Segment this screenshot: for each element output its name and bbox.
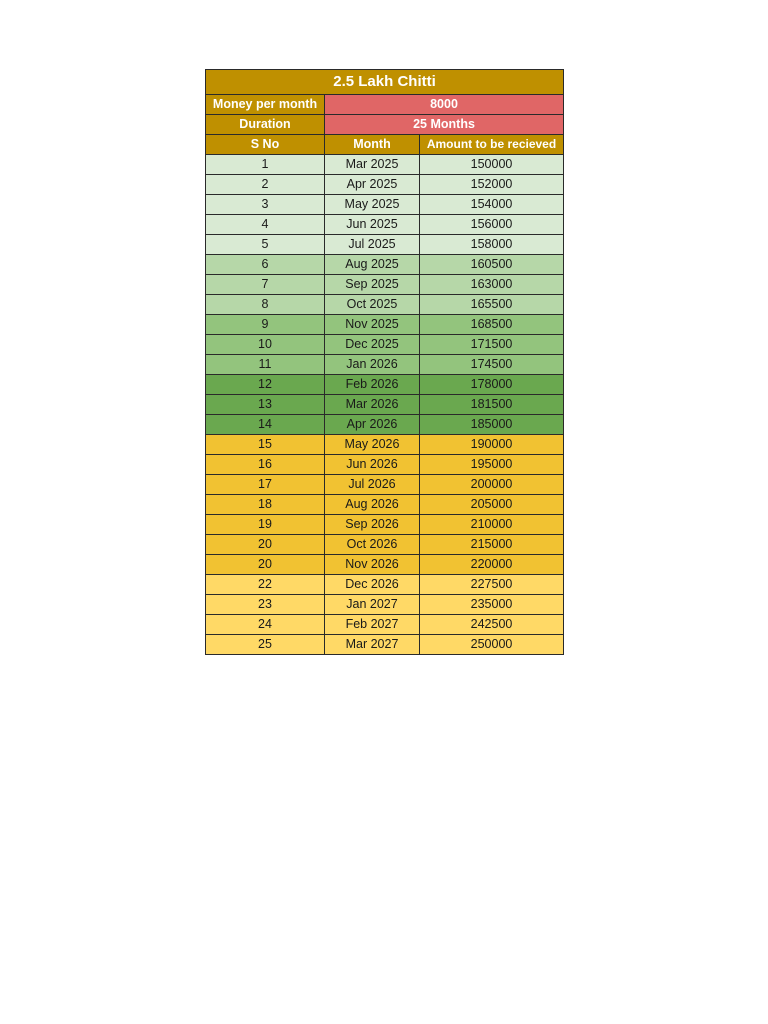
cell-amount: 220000 — [420, 555, 564, 575]
cell-month: Aug 2026 — [325, 495, 420, 515]
table-row — [206, 335, 564, 355]
cell-sno: 2 — [206, 175, 325, 195]
cell-amount: 181500 — [420, 395, 564, 415]
table-row — [206, 215, 564, 235]
header-row — [206, 135, 564, 155]
table-row — [206, 155, 564, 175]
table-row — [206, 535, 564, 555]
cell-month: Sep 2026 — [325, 515, 420, 535]
cell-amount: 160500 — [420, 255, 564, 275]
table-row — [206, 255, 564, 275]
cell-amount: 154000 — [420, 195, 564, 215]
cell-amount: 250000 — [420, 635, 564, 655]
money-per-month-label: Money per month — [206, 95, 325, 115]
cell-amount: 227500 — [420, 575, 564, 595]
cell-month: Dec 2025 — [325, 335, 420, 355]
cell-sno: 22 — [206, 575, 325, 595]
cell-sno: 24 — [206, 615, 325, 635]
cell-sno: 18 — [206, 495, 325, 515]
cell-amount: 174500 — [420, 355, 564, 375]
cell-month: Oct 2025 — [325, 295, 420, 315]
cell-amount: 158000 — [420, 235, 564, 255]
cell-sno: 11 — [206, 355, 325, 375]
cell-amount: 190000 — [420, 435, 564, 455]
cell-month: Aug 2025 — [325, 255, 420, 275]
table-row — [206, 295, 564, 315]
header-amount: Amount to be recieved — [420, 135, 564, 155]
cell-month: Jan 2026 — [325, 355, 420, 375]
cell-sno: 10 — [206, 335, 325, 355]
cell-month: Jun 2025 — [325, 215, 420, 235]
header-month: Month — [325, 135, 420, 155]
cell-month: May 2026 — [325, 435, 420, 455]
table-row — [206, 615, 564, 635]
cell-sno: 6 — [206, 255, 325, 275]
cell-amount: 205000 — [420, 495, 564, 515]
chitti-table-body — [206, 70, 564, 655]
table-row — [206, 595, 564, 615]
cell-month: Mar 2026 — [325, 395, 420, 415]
cell-amount: 185000 — [420, 415, 564, 435]
cell-month: Mar 2027 — [325, 635, 420, 655]
cell-month: Dec 2026 — [325, 575, 420, 595]
cell-amount: 178000 — [420, 375, 564, 395]
cell-amount: 152000 — [420, 175, 564, 195]
table-row — [206, 395, 564, 415]
chitti-table — [205, 69, 564, 655]
cell-sno: 14 — [206, 415, 325, 435]
cell-amount: 195000 — [420, 455, 564, 475]
table-row — [206, 275, 564, 295]
cell-amount: 210000 — [420, 515, 564, 535]
cell-sno: 8 — [206, 295, 325, 315]
table-row — [206, 555, 564, 575]
cell-sno: 4 — [206, 215, 325, 235]
cell-sno: 15 — [206, 435, 325, 455]
cell-amount: 165500 — [420, 295, 564, 315]
cell-month: Feb 2027 — [325, 615, 420, 635]
cell-amount: 215000 — [420, 535, 564, 555]
cell-sno: 5 — [206, 235, 325, 255]
table-row — [206, 435, 564, 455]
cell-month: Nov 2025 — [325, 315, 420, 335]
cell-amount: 156000 — [420, 215, 564, 235]
table-title: 2.5 Lakh Chitti — [206, 70, 564, 95]
table-row — [206, 235, 564, 255]
table-row — [206, 575, 564, 595]
cell-month: Jul 2025 — [325, 235, 420, 255]
table-row — [206, 455, 564, 475]
table-row — [206, 315, 564, 335]
cell-amount: 150000 — [420, 155, 564, 175]
cell-amount: 163000 — [420, 275, 564, 295]
cell-sno: 20 — [206, 535, 325, 555]
cell-sno: 23 — [206, 595, 325, 615]
title-row — [206, 70, 564, 95]
cell-amount: 200000 — [420, 475, 564, 495]
table-row — [206, 515, 564, 535]
table-row — [206, 355, 564, 375]
cell-month: Mar 2025 — [325, 155, 420, 175]
cell-amount: 235000 — [420, 595, 564, 615]
table-row — [206, 375, 564, 395]
cell-sno: 20 — [206, 555, 325, 575]
cell-sno: 3 — [206, 195, 325, 215]
cell-sno: 17 — [206, 475, 325, 495]
cell-sno: 1 — [206, 155, 325, 175]
cell-amount: 171500 — [420, 335, 564, 355]
cell-month: Oct 2026 — [325, 535, 420, 555]
cell-month: May 2025 — [325, 195, 420, 215]
cell-sno: 16 — [206, 455, 325, 475]
table-row — [206, 635, 564, 655]
cell-month: Apr 2025 — [325, 175, 420, 195]
money-per-month-row — [206, 95, 564, 115]
table-row — [206, 495, 564, 515]
cell-sno: 13 — [206, 395, 325, 415]
cell-amount: 242500 — [420, 615, 564, 635]
table-row — [206, 175, 564, 195]
cell-month: Jan 2027 — [325, 595, 420, 615]
header-sno: S No — [206, 135, 325, 155]
cell-sno: 25 — [206, 635, 325, 655]
duration-value: 25 Months — [325, 115, 564, 135]
cell-month: Jul 2026 — [325, 475, 420, 495]
cell-month: Sep 2025 — [325, 275, 420, 295]
cell-sno: 19 — [206, 515, 325, 535]
duration-label: Duration — [206, 115, 325, 135]
table-row — [206, 415, 564, 435]
cell-month: Jun 2026 — [325, 455, 420, 475]
cell-month: Apr 2026 — [325, 415, 420, 435]
duration-row — [206, 115, 564, 135]
cell-sno: 9 — [206, 315, 325, 335]
cell-sno: 7 — [206, 275, 325, 295]
cell-month: Nov 2026 — [325, 555, 420, 575]
table-row — [206, 195, 564, 215]
cell-sno: 12 — [206, 375, 325, 395]
cell-month: Feb 2026 — [325, 375, 420, 395]
cell-amount: 168500 — [420, 315, 564, 335]
table-row — [206, 475, 564, 495]
money-per-month-value: 8000 — [325, 95, 564, 115]
